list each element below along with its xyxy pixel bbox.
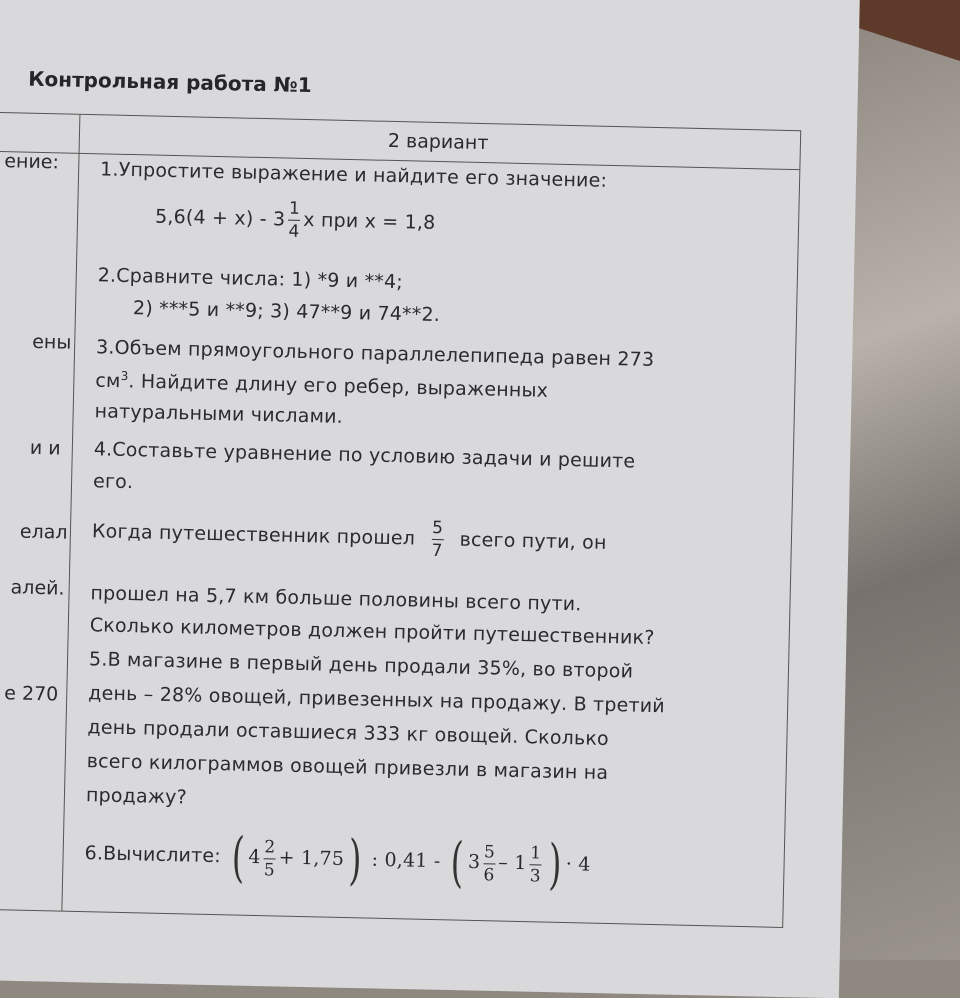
fraction-numerator: 5 bbox=[431, 517, 444, 539]
left-fragment: ение: bbox=[4, 150, 60, 174]
task6-label: 6.Вычислите: bbox=[84, 842, 222, 868]
expr-term: : 0,41 - bbox=[371, 848, 441, 873]
right-paren: ) bbox=[347, 828, 362, 892]
mixed-fraction bbox=[263, 837, 276, 880]
fraction-denominator: 6 bbox=[483, 864, 495, 885]
task4-fraction bbox=[431, 518, 444, 561]
left-fragment: е 270 bbox=[4, 682, 59, 706]
fraction-numerator: 5 bbox=[483, 841, 496, 862]
fraction-denominator: 5 bbox=[263, 859, 276, 880]
left-fragment: и и bbox=[29, 436, 61, 460]
fraction-denominator: 4 bbox=[288, 221, 300, 242]
task3-line1: 3.Объем прямоугольного параллелепипеда равен 273 bbox=[95, 336, 655, 371]
task4-line2: его. bbox=[92, 470, 134, 494]
page-title: Контрольная работа №1 bbox=[27, 66, 312, 98]
task3-unit: см bbox=[95, 369, 121, 393]
task5-line2: день – 28% овощей, привезенных на продажу. В третий bbox=[88, 682, 666, 718]
task6-expression bbox=[227, 825, 591, 896]
task4-line4: прошел на 5,7 км больше половины всего пути. bbox=[90, 582, 582, 616]
left-fragment: алей. bbox=[10, 576, 65, 600]
task5-line4: всего килограммов овощей привезли в магазин на bbox=[86, 750, 609, 784]
task6-line bbox=[84, 824, 591, 895]
task2-line1: 2.Сравните числа: 1) *9 и **4; bbox=[97, 264, 404, 294]
task5-line1: 5.В магазине в первый день продали 35%, во второй bbox=[88, 648, 634, 683]
task4-line3-b: всего пути, он bbox=[459, 528, 607, 554]
mixed-fraction bbox=[483, 842, 496, 885]
task3-line2-rest: . Найдите длину его ребер, выраженных bbox=[128, 370, 549, 402]
variant-header: 2 вариант bbox=[387, 129, 489, 155]
expr-term: · 4 bbox=[565, 853, 591, 876]
mixed-whole: 4 bbox=[248, 845, 261, 869]
task5-line3: день продали оставшиеся 333 кг овощей. Сколько bbox=[87, 716, 610, 751]
left-fragment: ены bbox=[32, 330, 72, 354]
task1-expr-a: 5,6(4 + x) - 3 bbox=[154, 205, 286, 231]
task1-text: 1.Упростите выражение и найдите его значение: bbox=[99, 158, 608, 192]
expr-term: + 1,75 bbox=[278, 846, 345, 871]
fraction-numerator: 1 bbox=[288, 198, 301, 219]
task2-line2: 2) ***5 и **9; 3) 47**9 и 74**2. bbox=[132, 297, 441, 327]
column-divider bbox=[61, 115, 80, 911]
fraction-numerator: 2 bbox=[264, 836, 276, 857]
left-paren: ( bbox=[230, 825, 245, 889]
expr-term: – 1 bbox=[498, 851, 527, 875]
task1-expr-b: x при x = 1,8 bbox=[303, 208, 436, 234]
mixed-whole: 3 bbox=[467, 850, 481, 874]
left-fragment: елал bbox=[19, 520, 68, 544]
task1-fraction bbox=[288, 199, 301, 242]
right-paren: ) bbox=[548, 832, 563, 896]
left-paren: ( bbox=[450, 830, 465, 894]
fraction-denominator: 7 bbox=[431, 540, 443, 562]
fraction-denominator: 3 bbox=[529, 865, 541, 886]
task3-line3: натуральными числами. bbox=[94, 400, 344, 428]
task3-unit-power: 3 bbox=[120, 368, 129, 384]
task1-expression bbox=[155, 196, 436, 245]
mixed-fraction bbox=[529, 843, 542, 886]
fraction-numerator: 1 bbox=[530, 842, 542, 863]
task4-line1: 4.Составьте уравнение по условию задачи и решите bbox=[93, 438, 636, 473]
task4-line5: Сколько километров должен пройти путешественник? bbox=[89, 614, 655, 650]
task4-line3-a: Когда путешественник прошел bbox=[91, 520, 416, 550]
task5-line5: продажу? bbox=[85, 784, 188, 809]
